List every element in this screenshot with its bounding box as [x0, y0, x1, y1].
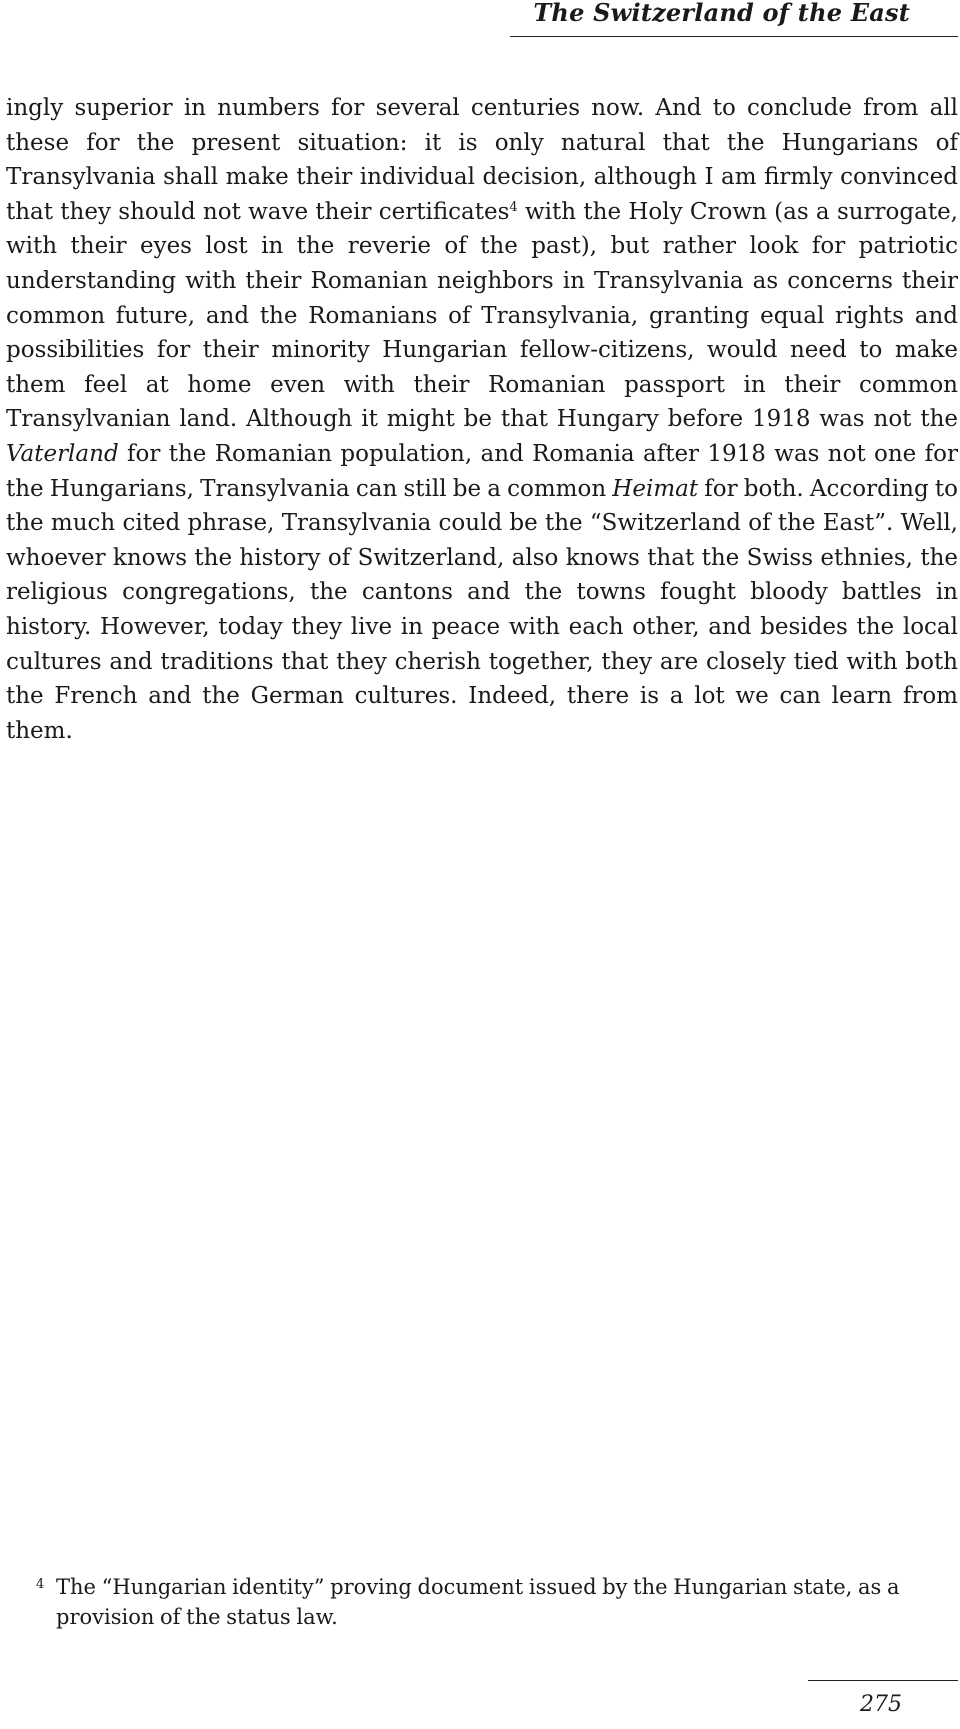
body-text-part-2: with the Holy Crown (as a surrogate, with their eyes lost in the reverie of the past), but rather look for patriotic understanding with their Romanian neighbors in Transylvania as concerns their common future, and the Romanians of Transylvania, granting equal rights and possibilities for their minority Hungarian fellow-citizens, would need to make them feel at home even with their Romanian passport in their common Transylvanian land. Although it might be that Hungary before 1918 was not the	[6, 198, 958, 433]
italic-term-vaterland: Vaterland	[6, 440, 119, 467]
body-text-part-4: for both. According to the much cited phrase, Transylvania could be the “Switzerland of the East”. Well, whoever knows the history of Switzerland, also knows that the Swiss ethnies, the religious congregations, the cantons and the towns fought bloody battles in history. However, today they live in peace with each other, and besides the local cultures and traditions that they cherish together, they are closely tied with both the French and the German cultures. Indeed, there is a lot we can learn from them.	[6, 475, 958, 744]
footnote	[36, 1572, 956, 1632]
footnote-marker: 4	[36, 1577, 45, 1592]
body-paragraph	[6, 91, 958, 748]
italic-term-heimat: Heimat	[612, 475, 699, 502]
footnote-reference: 4	[509, 199, 518, 215]
running-head-title: The Switzerland of the East	[533, 0, 910, 27]
page-number: 275	[860, 1692, 902, 1717]
header-rule	[510, 36, 958, 37]
footer-rule	[808, 1680, 958, 1681]
footnote-text: The “Hungarian identity” proving document issued by the Hungarian state, as a provision of the status law.	[56, 1575, 900, 1629]
body-text-part-3: for the Romanian population, and Romania after 1918 was not one for the Hungarians, Transylvania can still be a common	[6, 440, 958, 502]
body-text-part-1: ingly superior in numbers for several centuries now. And to conclude from all these for the present situation: it is only natural that the Hungarians of Transylvania shall make their individual decision, although I am firmly convinced that they should not wave their certificates	[6, 95, 958, 225]
